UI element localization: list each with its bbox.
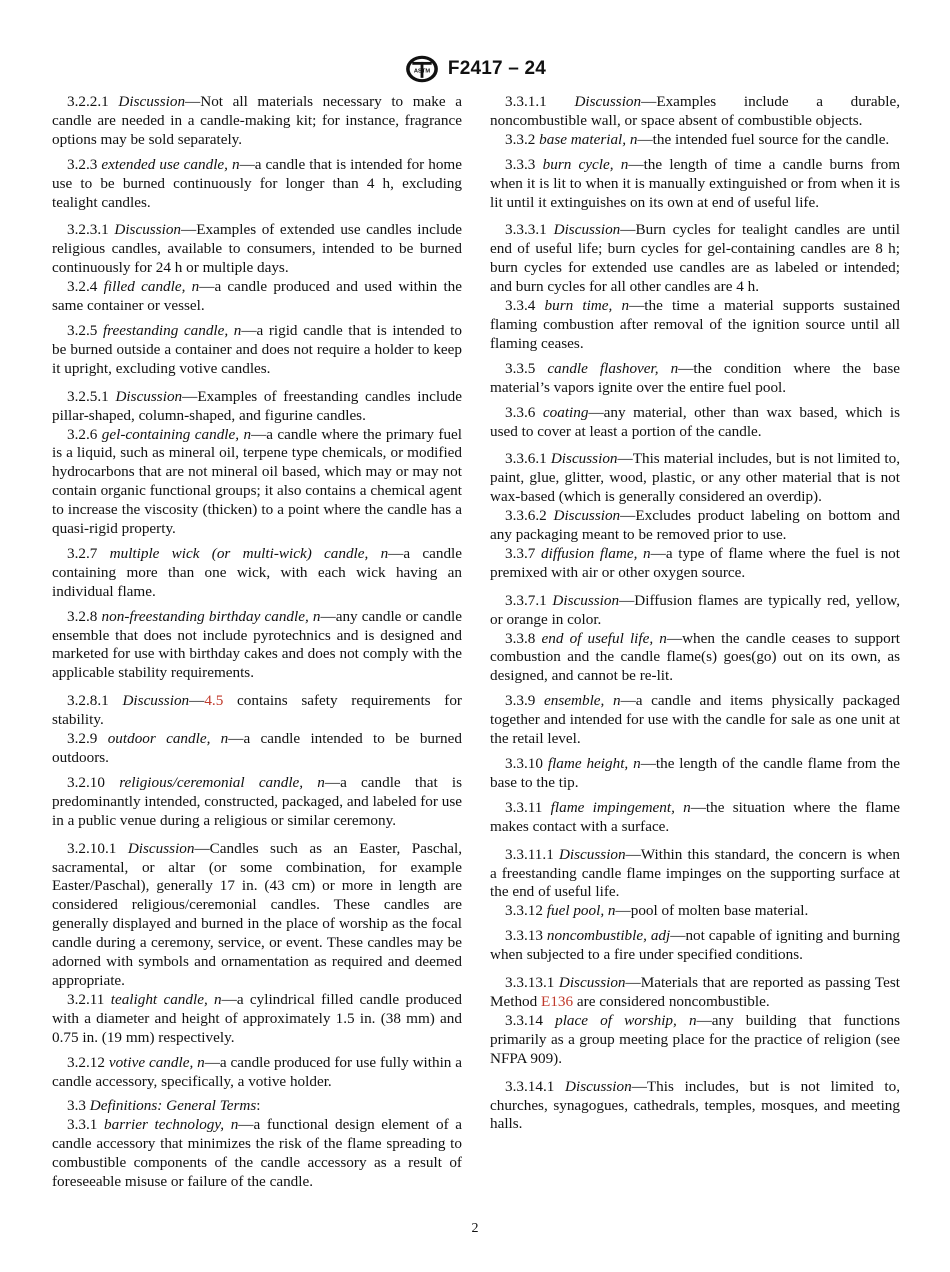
definition-paragraph	[52, 774, 462, 831]
term: noncombustible, adj	[546, 927, 671, 945]
page-header	[0, 52, 950, 86]
section-number: 3.2.5	[67, 321, 103, 339]
definition-paragraph	[490, 927, 900, 965]
term: barrier technology, n	[104, 1116, 239, 1134]
definition-paragraph	[52, 1116, 462, 1192]
astm-logo-icon	[404, 54, 440, 84]
term-separator: —	[620, 221, 636, 239]
definition-paragraph	[490, 93, 900, 131]
term: extended use candle, n	[101, 155, 240, 173]
definition-paragraph	[52, 692, 462, 730]
definition-paragraph	[52, 1054, 462, 1092]
definition-text: a candle where the primary fuel is a liquid, such as mineral oil, terpene type chemicals, or modified hydrocarbons that are not mineral oil based, which may or may not contain organic functional groups; it also contains a chemical agent to increase the viscosity (thicken) to a point where the candle has a quasi-rigid property.	[52, 425, 463, 538]
definition-paragraph	[490, 846, 900, 903]
definition-paragraph	[490, 404, 900, 442]
term: candle flashover, n	[547, 359, 679, 377]
definition-text: This includes, but is not limited to, churches, synagogues, cathedrals, temples, mosques, and meeting halls.	[490, 1077, 900, 1133]
section-number: 3.2.10	[67, 773, 120, 791]
definition-paragraph	[52, 608, 462, 684]
term: base material, n	[539, 130, 638, 148]
term-separator: —	[238, 1116, 254, 1134]
term-separator: —	[650, 544, 666, 562]
term: religious/ceremonial candle, n	[119, 773, 325, 791]
definition-paragraph	[52, 426, 462, 539]
definition-text: Examples of extended use candles include religious candles, available to consumers, intended to be burned continuously for 24 h or multiple days.	[52, 221, 462, 277]
section-number: 3.3.6.1	[505, 450, 551, 468]
term-separator: —	[588, 403, 604, 421]
section-number: 3.3.1.1	[505, 93, 575, 110]
definition-text: any building that functions primarily as a group meeting place for the practice of religion (see NFPA 909).	[490, 1011, 901, 1067]
section-number: 3.2.5.1	[67, 387, 116, 405]
definition-paragraph	[52, 156, 462, 213]
definition-text: contains safety requirements for stability.	[52, 692, 462, 729]
definition-text: a candle that is predominantly intended, constructed, packaged, and labeled for use in a public venue during a religious or similar ceremony.	[52, 773, 463, 829]
term-separator: —	[204, 1053, 220, 1071]
section-number: 3.3.1	[67, 1116, 104, 1134]
term-separator: —	[320, 607, 336, 625]
section-number: 3.3.8	[505, 629, 542, 647]
definition-paragraph	[52, 322, 462, 379]
definition-paragraph	[490, 360, 900, 398]
term: Discussion	[558, 845, 626, 863]
definition-paragraph	[490, 1078, 900, 1135]
definition-text: a candle produced for use fully within a candle accessory, specifically, a votive holder.	[52, 1053, 463, 1090]
definition-text: a candle that is intended for home use to be burned continuously for longer than 4 h, excluding tealight candles.	[52, 155, 462, 211]
term: Discussion	[553, 507, 621, 525]
section-number: 3.3.6.2	[505, 507, 554, 525]
term-separator: —	[696, 1011, 712, 1029]
section-number: 3.2.2.1	[67, 93, 119, 110]
definition-paragraph	[52, 991, 462, 1048]
definition-paragraph	[490, 1012, 900, 1069]
definition-text: a functional design element of a candle accessory that minimizes the risk of the flame spreading to combustible components of the candle accessory as a result of foreseeable misuse or failure of the candle.	[52, 1116, 462, 1191]
definition-text: the length of time a candle burns from when it is lit to when it is manually extinguished or from when it is lit until it extinguishes on its own at end of useful life.	[490, 155, 901, 211]
section-number: 3.3.11.1	[505, 845, 559, 863]
definition-text: Examples include a durable, noncombustible wall, or space absent of combustible objects.	[490, 93, 901, 129]
section-number: 3.3.4	[505, 297, 545, 315]
definition-paragraph	[490, 799, 900, 837]
definition-text: the length of the candle flame from the base to the tip.	[490, 755, 900, 791]
term-separator: —	[241, 321, 257, 339]
term-separator: —	[641, 93, 657, 110]
definition-text: a candle intended to be burned outdoors.	[52, 730, 462, 766]
term-separator: —	[239, 155, 255, 173]
term: ensemble, n	[544, 692, 621, 710]
definition-paragraph	[490, 592, 900, 630]
definition-text: Burn cycles for tealight candles are until end of useful life; burn cycles for gel-containing candles are 8 h; burn cycles for extended use candles are as labeled or intended; and burn cycles for all other candles are 4 h.	[490, 221, 900, 296]
term: fuel pool, n	[546, 902, 616, 920]
definition-paragraph	[52, 840, 462, 991]
definition-text: Diffusion flames are typically red, yellow, or orange in color.	[490, 591, 900, 628]
section-number: 3.3	[67, 1097, 90, 1115]
section-number: 3.3.13.1	[505, 974, 559, 992]
definition-paragraph	[52, 1097, 462, 1116]
section-number: 3.3.14	[505, 1011, 556, 1029]
term-separator: —	[199, 278, 215, 296]
cross-reference-link[interactable]: 4.5	[204, 692, 224, 710]
definition-text: when the candle ceases to support combustion and the candle flame(s) goes(go) out on its own, as designed, and cannot be re-lit.	[490, 629, 901, 685]
section-number: 3.2.6	[67, 425, 102, 443]
term-separator: —	[640, 755, 656, 772]
definition-text: a type of flame where the fuel is not premixed with air or other oxygen source.	[490, 544, 900, 581]
definition-paragraph	[490, 156, 900, 213]
definition-paragraph	[490, 507, 900, 545]
term: Discussion	[122, 692, 190, 710]
section-number: 3.3.7	[505, 544, 542, 562]
term-separator: —	[619, 591, 635, 609]
term-separator: —	[678, 359, 694, 377]
definition-paragraph	[490, 221, 900, 297]
term-separator: :	[256, 1097, 261, 1115]
definition-text: Within this standard, the concern is when a freestanding candle flame impinges on the supporting surface at the end of useful life.	[490, 845, 901, 901]
section-number: 3.2.8.1	[67, 692, 123, 710]
definition-paragraph	[490, 450, 900, 507]
definition-paragraph	[52, 545, 462, 602]
section-number: 3.3.13	[505, 927, 547, 945]
section-number: 3.2.9	[67, 730, 108, 748]
term: flame impingement, n	[550, 798, 691, 816]
section-number: 3.3.6	[505, 403, 543, 421]
term: Discussion	[115, 387, 183, 405]
term: tealight candle, n	[110, 990, 222, 1008]
term-separator: —	[388, 544, 404, 562]
term-separator: —	[625, 974, 641, 992]
section-number: 3.3.3	[505, 155, 543, 173]
term: coating	[542, 403, 589, 421]
section-number: 3.3.10	[505, 755, 548, 772]
term: filled candle, n	[103, 278, 200, 296]
right-column	[490, 93, 900, 1134]
definition-text: Not all materials necessary to make a candle are needed in a candle-making kit; for instance, fragrance options may be sold separately.	[52, 93, 462, 148]
definition-text: Examples of freestanding candles include pillar-shaped, column-shaped, and figurine candles.	[52, 387, 462, 424]
definition-paragraph	[490, 545, 900, 583]
term-separator: —	[251, 425, 267, 443]
definition-text: Materials that are reported as passing Test Method	[490, 974, 900, 1010]
definition-paragraph	[52, 93, 462, 150]
term-separator: —	[690, 798, 706, 816]
term-separator: —	[181, 221, 197, 239]
definition-text: Excludes product labeling on bottom and any packaging meant to be removed prior to use.	[490, 507, 901, 544]
definition-text: any candle or candle ensemble that does not include pyrotechnics and is designed and marketed for use with birthday cakes and does not comply with the applicable stability requirements.	[52, 607, 463, 682]
definition-text: not capable of igniting and burning when subjected to a fire under specified conditions.	[490, 927, 901, 964]
definition-text: Candles such as an Easter, Paschal, sacramental, or altar (or some combination, for example Easter/Paschal), generally 17 in. (43 cm) or more in length are considered religious/ceremonial candles. These candles are generally displayed and burned in the place of worship as the focal candle during a ceremony, service, or event. These candles may be adorned with symbols and ornamentation as required and deemed appropriate.	[52, 839, 462, 989]
definition-paragraph	[52, 278, 462, 316]
section-number: 3.3.2	[505, 130, 540, 148]
section-number: 3.2.7	[67, 544, 110, 562]
section-number: 3.2.3	[67, 155, 102, 173]
definition-text: the intended fuel source for the candle.	[652, 130, 890, 148]
definition-paragraph	[52, 221, 462, 278]
term-separator: —	[185, 93, 201, 110]
definition-text: a candle produced and used within the same container or vessel.	[52, 278, 463, 315]
definition-text: are considered noncombustible.	[573, 992, 770, 1010]
section-number: 3.2.3.1	[67, 221, 115, 239]
term: diffusion flame, n	[541, 544, 651, 562]
definition-text: the time a material supports sustained flaming combustion after removal of the ignition source until all flaming ceases.	[490, 297, 901, 352]
term-separator: —	[324, 773, 341, 791]
term-separator: —	[620, 692, 636, 710]
term: Discussion	[553, 221, 621, 239]
term: Discussion	[118, 93, 186, 110]
section-number: 3.3.12	[505, 902, 547, 920]
term: burn time, n	[544, 297, 630, 315]
section-number: 3.2.11	[67, 990, 111, 1008]
document-id: F2417 – 24	[447, 58, 547, 79]
term: outdoor candle, n	[107, 730, 229, 748]
term: burn cycle, n	[542, 155, 629, 173]
section-number: 3.2.12	[67, 1053, 109, 1071]
definition-paragraph	[490, 902, 900, 921]
cross-reference-link[interactable]: E136	[541, 992, 574, 1010]
page-number: 2	[471, 1221, 479, 1236]
section-number: 3.2.8	[67, 607, 102, 625]
section-number: 3.2.4	[67, 278, 104, 296]
section-number: 3.3.3.1	[505, 221, 554, 239]
definition-paragraph	[490, 297, 900, 354]
astm-logo-text: ASTM	[413, 68, 431, 75]
definition-paragraph	[490, 974, 900, 1012]
term: Definitions: General Terms	[89, 1097, 257, 1115]
definition-text: This material includes, but is not limited to, paint, glue, glitter, wood, plastic, or any other material that is not wax-based (which is generally considered an overdip).	[490, 450, 900, 506]
section-number: 3.2.10.1	[67, 839, 128, 857]
definition-paragraph	[490, 755, 900, 793]
term: Discussion	[558, 974, 626, 992]
term: Discussion	[552, 591, 620, 609]
term: multiple wick (or multi-wick) candle, n	[109, 544, 389, 562]
term-separator: —	[666, 629, 683, 647]
definition-paragraph	[490, 131, 900, 150]
section-number: 3.3.11	[505, 798, 551, 816]
term: freestanding candle, n	[102, 321, 242, 339]
term: Discussion	[127, 839, 195, 857]
term-separator: —	[221, 990, 237, 1008]
term-separator: —	[189, 692, 205, 710]
section-number: 3.3.14.1	[505, 1077, 566, 1095]
term: Discussion	[550, 450, 618, 468]
term-separator: —	[615, 902, 631, 920]
section-number: 3.3.9	[505, 692, 545, 710]
term: gel-containing candle, n	[101, 425, 252, 443]
definition-text: a candle and items physically packaged together and intended for use with the candle for sale as one unit at the retail level.	[490, 692, 901, 748]
term: non-freestanding birthday candle, n	[101, 607, 321, 625]
section-number: 3.3.7.1	[505, 591, 553, 609]
term: Discussion	[574, 93, 642, 110]
term-separator: —	[194, 839, 210, 857]
term-separator: —	[182, 387, 198, 405]
term: flame height, n	[547, 755, 641, 772]
definition-text: a cylindrical filled candle produced with a diameter and height of approximately 1.5 in. (38 mm) and 0.75 in. (19 mm) respectively.	[52, 990, 462, 1046]
definition-text: the condition where the base material’s vapors ignite over the entire fuel pool.	[490, 359, 901, 396]
term: place of worship, n	[555, 1011, 697, 1029]
term-separator: —	[637, 130, 653, 148]
section-number: 3.3.5	[505, 359, 548, 377]
term-separator: —	[228, 730, 244, 748]
term-separator: —	[620, 507, 636, 525]
definition-text: a rigid candle that is intended to be burned outside a container and does not require a holder to keep it upright, excluding votive candles.	[52, 321, 462, 377]
term: Discussion	[114, 221, 182, 239]
definition-text: pool of molten base material.	[630, 902, 809, 920]
term-separator: —	[629, 297, 645, 315]
term: Discussion	[565, 1077, 632, 1095]
term-separator: —	[628, 155, 644, 173]
term-separator: —	[670, 927, 686, 945]
definition-paragraph	[490, 630, 900, 687]
term-separator: —	[631, 1077, 647, 1095]
left-column	[52, 93, 462, 1192]
definition-text: the situation where the flame makes contact with a surface.	[490, 798, 900, 835]
definition-text: a candle containing more than one wick, with each wick having an individual flame.	[52, 544, 462, 600]
definition-paragraph	[52, 388, 462, 426]
definition-paragraph	[490, 692, 900, 749]
term-separator: —	[625, 845, 641, 863]
term: votive candle, n	[108, 1053, 205, 1071]
definition-paragraph	[52, 730, 462, 768]
term: end of useful life, n	[541, 629, 667, 647]
definition-text: any material, other than wax based, which is used to cover at least a portion of the candle.	[490, 403, 900, 440]
term-separator: —	[617, 450, 633, 468]
